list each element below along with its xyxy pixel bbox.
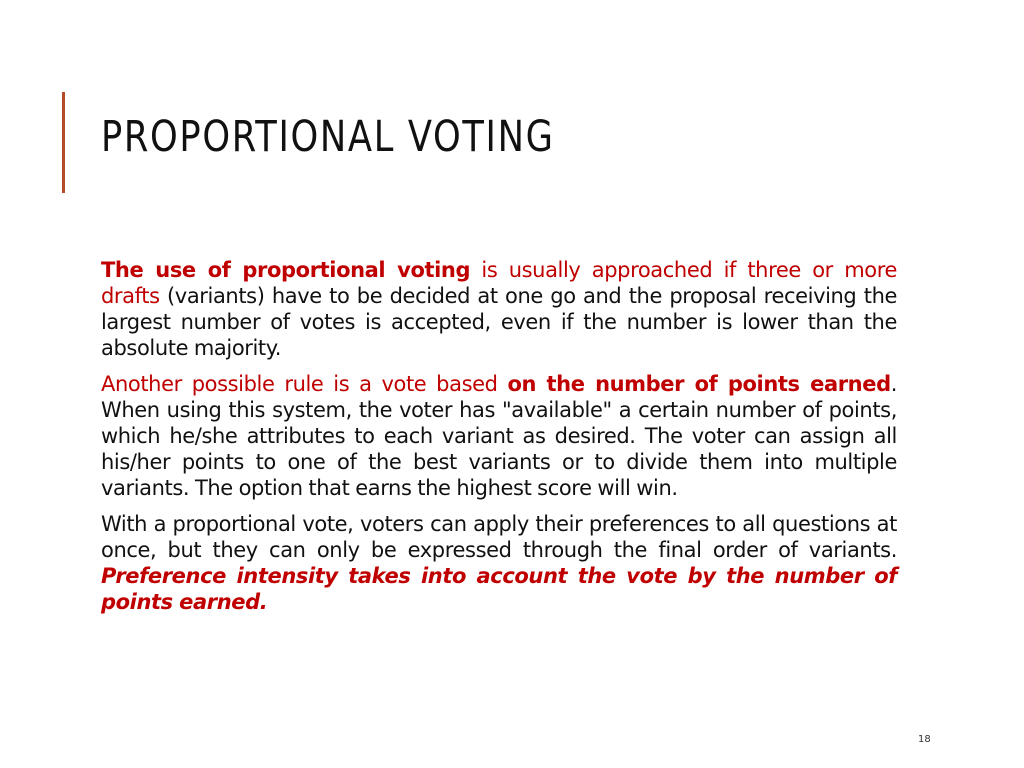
emphasis-proportional-voting: The use of proportional voting	[101, 258, 471, 282]
highlight-three-drafts: is usually approached if three or more drafts	[101, 258, 897, 308]
paragraph-text: . When using this system, the voter has "available" a certain number of points, which he/she attributes to each variant as desired. The voter can assign all his/her points to one of the best variants or to divide them into multiple variants. The option that earns the highest score will win.	[101, 372, 897, 500]
paragraph-text: With a proportional vote, voters can apply their preferences to all questions at once, but they can only be expressed through the final order of variants.	[101, 512, 897, 562]
slide-body	[101, 257, 897, 625]
page-number: 18	[918, 734, 931, 745]
title-accent-bar	[62, 92, 65, 193]
highlight-possible-rule: Another possible rule is a vote based	[101, 372, 508, 396]
slide-title: PROPORTIONAL VOTING	[101, 112, 555, 162]
paragraph-points-rule	[101, 371, 897, 501]
paragraph-text: (variants) have to be decided at one go and the proposal receiving the largest number of votes is accepted, even if the number is lower than the absolute majority.	[101, 284, 897, 360]
emphasis-preference-intensity: Preference intensity takes into account the vote by the number of points earned.	[101, 564, 897, 614]
paragraph-proportional-voting	[101, 257, 897, 361]
emphasis-points-earned: on the number of points earned	[507, 372, 891, 396]
paragraph-preferences	[101, 511, 897, 615]
